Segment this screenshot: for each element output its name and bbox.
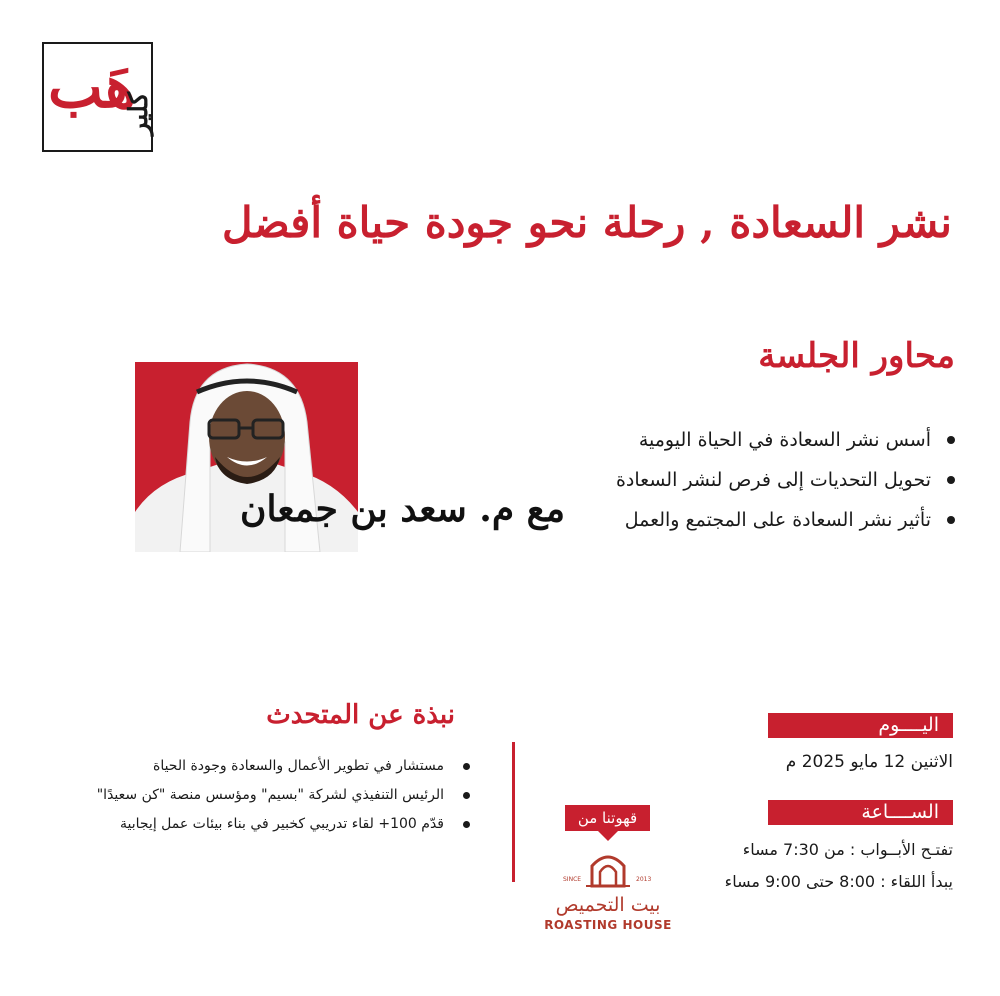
session-topic: أسس نشر السعادة في الحياة اليومية: [535, 420, 955, 460]
session-topic: تحويل التحديات إلى فرص لنشر السعادة: [535, 460, 955, 500]
session-topics-list: [535, 420, 955, 540]
bio-list: [30, 752, 470, 839]
doors-open-time: تفتـح الأبــواب : من 7:30 مساء: [742, 840, 953, 859]
session-heading: محاور الجلسة: [758, 336, 955, 376]
session-topic: تأثير نشر السعادة على المجتمع والعمل: [535, 500, 955, 540]
bio-item: الرئيس التنفيذي لشركة "بسيم" ومؤسس منصة "كن سعيدًا": [30, 781, 470, 810]
logo-main-text: هَب: [48, 53, 136, 121]
sponsor-name-english: ROASTING HOUSE: [544, 918, 672, 932]
sponsor-name-arabic: بيت التحميص: [555, 894, 661, 916]
since-year: 2013: [636, 876, 652, 883]
coffee-sponsor-badge: قهوتنا من: [565, 805, 650, 831]
meeting-time: يبدأ اللقاء : 8:00 حتى 9:00 مساء: [724, 872, 953, 891]
logo-sub-text: كلير: [124, 92, 154, 136]
day-label: اليــــوم: [768, 713, 953, 738]
bio-item: مستشار في تطوير الأعمال والسعادة وجودة الحياة: [30, 752, 470, 781]
day-value: الاثنين 12 مايو 2025 م: [785, 752, 953, 772]
bio-heading: نبذة عن المتحدث: [266, 700, 455, 730]
badge-pointer: [598, 831, 618, 841]
since-label: SINCE: [563, 876, 582, 883]
time-label: الســــاعة: [768, 800, 953, 825]
page-title: نشر السعادة , رحلة نحو جودة حياة أفضل: [222, 198, 952, 247]
vertical-divider: [512, 742, 515, 882]
speaker-name: مع م. سعد بن جمعان: [240, 488, 566, 530]
bio-item: قدّم 100+ لقاء تدريبي كخبير في بناء بيئات عمل إيجابية: [30, 810, 470, 839]
